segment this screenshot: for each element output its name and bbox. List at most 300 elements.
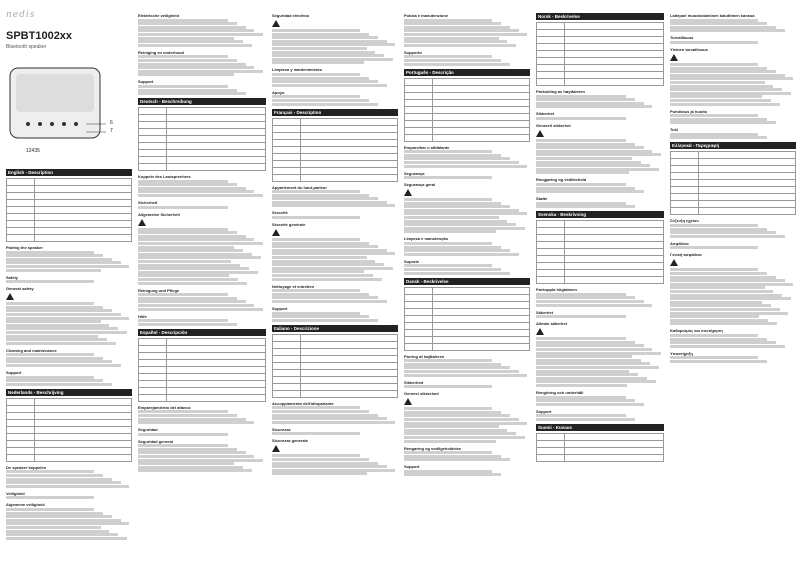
text-line <box>6 353 94 356</box>
column-3 <box>272 10 398 561</box>
spec-row <box>671 208 796 215</box>
text-line <box>138 323 237 326</box>
language-title: Nederlands - Beschrijving <box>6 389 132 396</box>
text-line <box>536 190 644 193</box>
spec-cell <box>166 164 265 171</box>
text-line <box>670 290 773 293</box>
spec-cell <box>698 152 796 159</box>
warning-icon <box>272 20 280 27</box>
language-title: Español - Descripción <box>138 329 266 336</box>
spec-cell <box>405 336 433 343</box>
spec-row <box>139 122 266 129</box>
spec-row <box>671 194 796 201</box>
warning-icon <box>138 219 146 226</box>
spec-cell <box>273 160 301 167</box>
spec-row <box>7 454 132 461</box>
text-line <box>138 264 240 267</box>
text-line <box>6 309 112 312</box>
warning-notice <box>670 54 796 61</box>
spec-cell <box>564 65 663 72</box>
spec-cell <box>300 390 398 397</box>
spec-cell <box>432 343 530 350</box>
spec-cell <box>300 376 398 383</box>
text-line <box>272 421 395 424</box>
section-heading: De speaker koppelen <box>6 464 47 470</box>
text-line <box>272 263 384 266</box>
spec-cell <box>139 143 167 150</box>
spec-cell <box>537 454 565 461</box>
spec-cell <box>34 412 132 419</box>
text-line <box>670 356 758 359</box>
spec-row <box>139 129 266 136</box>
spec-cell <box>300 125 398 132</box>
text-line <box>670 29 785 32</box>
text-line <box>670 360 767 363</box>
text-line <box>670 95 762 98</box>
spec-row <box>273 383 398 390</box>
spec-cell <box>7 412 35 419</box>
spec-table <box>404 287 530 351</box>
spec-cell <box>537 447 565 454</box>
section-heading: Sécurité <box>272 210 288 216</box>
text-line <box>272 33 369 36</box>
text-line <box>404 366 510 369</box>
text-line <box>404 359 492 362</box>
speaker-diagram <box>6 64 132 166</box>
text-line <box>404 19 492 22</box>
spec-cell <box>432 92 530 99</box>
spec-row <box>273 341 398 348</box>
spec-cell <box>7 440 35 447</box>
text-line <box>272 201 387 204</box>
text-line <box>670 319 768 322</box>
text-line <box>138 59 237 62</box>
spec-row <box>273 132 398 139</box>
text-line <box>670 334 758 337</box>
spec-cell <box>537 23 565 30</box>
spec-row <box>537 58 664 65</box>
text-line <box>536 380 656 383</box>
text-line <box>536 300 644 303</box>
spec-row <box>671 180 796 187</box>
spec-cell <box>7 186 35 193</box>
text-line <box>536 168 659 171</box>
text-line <box>138 19 228 22</box>
text-line <box>536 341 635 344</box>
text-line <box>138 433 228 436</box>
text-line <box>536 105 652 108</box>
spec-cell <box>405 99 433 106</box>
text-line <box>6 383 112 386</box>
text-line <box>272 249 387 252</box>
column-6 <box>670 10 796 561</box>
text-line <box>138 66 254 69</box>
text-line <box>6 508 94 511</box>
spec-row <box>139 394 266 401</box>
text-line <box>138 228 228 231</box>
spec-cell <box>273 174 301 181</box>
spec-cell <box>432 301 530 308</box>
spec-table <box>138 107 266 171</box>
spec-cell <box>432 315 530 322</box>
warning-notice <box>670 259 796 266</box>
spec-row <box>7 405 132 412</box>
text-line <box>404 227 525 230</box>
text-line <box>138 462 234 465</box>
text-line <box>272 242 369 245</box>
spec-row <box>139 352 266 359</box>
text-line <box>536 373 638 376</box>
spec-cell <box>432 78 530 85</box>
text-line <box>404 29 519 32</box>
column-4 <box>404 10 530 561</box>
text-line <box>138 206 228 209</box>
text-line <box>272 54 384 57</box>
spec-row <box>139 338 266 345</box>
spec-cell <box>564 440 663 447</box>
spec-row <box>273 118 398 125</box>
spec-cell <box>34 200 132 207</box>
text-line <box>536 205 635 208</box>
text-line <box>536 399 635 402</box>
spec-cell <box>273 376 301 383</box>
text-line <box>272 216 360 219</box>
text-line <box>272 256 367 259</box>
text-line <box>6 522 129 525</box>
text-line <box>536 171 629 174</box>
spec-row <box>537 440 664 447</box>
spec-cell <box>537 65 565 72</box>
spec-row <box>671 173 796 180</box>
spec-cell <box>537 37 565 44</box>
spec-cell <box>7 405 35 412</box>
text-line <box>272 80 378 83</box>
text-line <box>536 161 641 164</box>
text-line <box>404 202 501 205</box>
text-line <box>138 246 234 249</box>
spec-cell <box>300 348 398 355</box>
text-line <box>670 272 767 275</box>
spec-cell <box>537 256 565 263</box>
text-line <box>536 183 626 186</box>
text-line <box>404 242 492 245</box>
text-line <box>536 370 629 373</box>
text-line <box>138 319 228 322</box>
spec-cell <box>405 134 433 141</box>
spec-row <box>273 390 398 397</box>
spec-cell <box>405 294 433 301</box>
text-line <box>670 224 758 227</box>
text-line <box>138 89 237 92</box>
spec-cell <box>34 405 132 412</box>
spec-cell <box>564 221 663 228</box>
text-line <box>138 260 231 263</box>
text-line <box>272 465 387 468</box>
section-heading: Support <box>272 305 288 311</box>
spec-cell <box>34 193 132 200</box>
spec-cell <box>405 315 433 322</box>
text-line <box>404 212 527 215</box>
spec-cell <box>7 235 35 242</box>
spec-cell <box>537 277 565 284</box>
section-heading: General safety <box>6 286 34 292</box>
text-line <box>6 357 103 360</box>
warning-icon <box>404 398 412 405</box>
spec-row <box>405 329 530 336</box>
warning-icon <box>670 259 678 266</box>
warning-notice <box>536 130 664 137</box>
spec-row <box>273 334 398 341</box>
spec-cell <box>432 99 530 106</box>
text-line <box>404 154 501 157</box>
section-heading: Pairing the speaker <box>6 245 43 250</box>
text-line <box>138 194 263 197</box>
spec-cell <box>273 153 301 160</box>
text-line <box>670 41 758 44</box>
spec-row <box>139 387 266 394</box>
warning-icon <box>272 229 280 236</box>
spec-row <box>7 179 132 186</box>
spec-row <box>273 376 398 383</box>
spec-row <box>139 380 266 387</box>
spec-cell <box>34 179 132 186</box>
warning-icon <box>536 328 544 335</box>
spec-row <box>139 115 266 122</box>
column-1 <box>6 10 132 561</box>
text-line <box>272 454 360 457</box>
text-line <box>536 95 626 98</box>
spec-cell <box>166 150 265 157</box>
spec-row <box>405 99 530 106</box>
spec-cell <box>7 419 35 426</box>
spec-row <box>139 164 266 171</box>
section-heading: Καθαρισμός και συντήρηση <box>670 328 723 334</box>
text-line <box>536 187 635 190</box>
spec-cell <box>7 447 35 454</box>
spec-cell <box>564 249 663 256</box>
spec-cell <box>432 287 530 294</box>
spec-cell <box>166 352 265 359</box>
spec-cell <box>537 242 565 249</box>
text-line <box>138 466 243 469</box>
spec-cell <box>139 108 167 115</box>
spec-cell <box>405 120 433 127</box>
spec-cell <box>405 343 433 350</box>
spec-row <box>7 419 132 426</box>
text-line <box>272 245 378 248</box>
text-line <box>404 425 499 428</box>
text-line <box>670 301 762 304</box>
text-line <box>138 469 252 472</box>
spec-row <box>405 308 530 315</box>
text-line <box>536 418 635 421</box>
text-line <box>404 363 501 366</box>
spec-row <box>537 65 664 72</box>
text-line <box>404 205 510 208</box>
text-line <box>138 29 254 32</box>
text-line <box>138 22 237 25</box>
text-line <box>138 180 228 183</box>
spec-cell <box>34 235 132 242</box>
text-line <box>272 278 382 281</box>
warning-notice <box>272 20 398 27</box>
spec-cell <box>405 308 433 315</box>
spec-row <box>273 160 398 167</box>
spec-cell <box>7 207 35 214</box>
spec-cell <box>671 180 699 187</box>
spec-cell <box>139 136 167 143</box>
spec-row <box>537 221 664 228</box>
text-line <box>138 304 254 307</box>
text-line <box>404 59 501 62</box>
callout-6: 6 <box>110 120 113 126</box>
spec-row <box>139 108 266 115</box>
text-line <box>670 81 765 84</box>
spec-cell <box>166 136 265 143</box>
text-line <box>272 238 360 241</box>
spec-table <box>272 334 398 398</box>
spec-cell <box>273 355 301 362</box>
spec-cell <box>34 426 132 433</box>
spec-row <box>273 125 398 132</box>
text-line <box>536 362 650 365</box>
spec-table <box>6 178 132 242</box>
spec-cell <box>273 118 301 125</box>
text-line <box>6 269 101 272</box>
text-line <box>138 308 263 311</box>
language-title: English - Description <box>6 169 132 176</box>
spec-row <box>7 433 132 440</box>
text-line <box>670 63 758 66</box>
text-line <box>138 238 254 241</box>
spec-cell <box>7 221 35 228</box>
spec-cell <box>34 228 132 235</box>
spec-cell <box>139 164 167 171</box>
spec-row <box>537 44 664 51</box>
text-line <box>6 496 94 499</box>
spec-row <box>139 150 266 157</box>
spec-row <box>273 153 398 160</box>
text-line <box>536 384 627 387</box>
spec-cell <box>300 334 398 341</box>
spec-cell <box>7 454 35 461</box>
text-line <box>670 26 776 29</box>
spec-cell <box>432 329 530 336</box>
spec-cell <box>300 139 398 146</box>
text-line <box>536 396 626 399</box>
spec-row <box>537 249 664 256</box>
text-line <box>536 315 626 318</box>
spec-row <box>7 200 132 207</box>
text-line <box>6 302 94 305</box>
spec-cell <box>537 235 565 242</box>
spec-cell <box>300 146 398 153</box>
spec-cell <box>166 394 265 401</box>
spec-cell <box>432 127 530 134</box>
spec-cell <box>537 228 565 235</box>
spec-cell <box>432 308 530 315</box>
text-line <box>536 146 644 149</box>
text-line <box>670 246 758 249</box>
spec-cell <box>405 301 433 308</box>
spec-cell <box>537 221 565 228</box>
spec-cell <box>564 433 663 440</box>
text-line <box>536 337 626 340</box>
section-heading: Safety <box>6 274 19 280</box>
spec-cell <box>405 113 433 120</box>
spec-cell <box>34 221 132 228</box>
section-heading: Sicurezza generale <box>272 438 309 444</box>
spec-cell <box>405 322 433 329</box>
spec-cell <box>671 208 699 215</box>
spec-row <box>405 78 530 85</box>
text-line <box>404 422 527 425</box>
language-title: Français - Description <box>272 109 398 116</box>
text-line <box>138 282 247 285</box>
text-line <box>6 481 121 484</box>
spec-cell <box>166 380 265 387</box>
text-line <box>272 252 395 255</box>
section-heading: Suporte <box>404 258 420 264</box>
spec-cell <box>405 127 433 134</box>
spec-cell <box>273 334 301 341</box>
text-line <box>272 410 369 413</box>
text-line <box>670 294 782 297</box>
spec-cell <box>698 173 796 180</box>
spec-cell <box>564 79 663 86</box>
spec-cell <box>698 159 796 166</box>
text-line <box>272 95 360 98</box>
text-line <box>272 40 387 43</box>
spec-row <box>537 277 664 284</box>
text-line <box>404 161 519 164</box>
text-line <box>670 312 788 315</box>
section-heading: Generel sikkerhed <box>404 391 439 397</box>
spec-cell <box>273 125 301 132</box>
spec-cell <box>7 179 35 186</box>
text-line <box>6 342 116 345</box>
text-line <box>272 260 375 263</box>
spec-cell <box>273 132 301 139</box>
spec-cell <box>166 129 265 136</box>
text-line <box>670 92 791 95</box>
spec-cell <box>273 167 301 174</box>
text-line <box>272 84 387 87</box>
warning-notice <box>272 229 398 236</box>
text-line <box>6 537 127 540</box>
section-heading: Parkobling av høyttaleren <box>536 89 585 94</box>
spec-cell <box>671 166 699 173</box>
spec-cell <box>300 174 398 181</box>
spec-cell <box>537 270 565 277</box>
text-line <box>536 102 644 105</box>
spec-row <box>405 106 530 113</box>
spec-row <box>273 362 398 369</box>
spec-cell <box>273 139 301 146</box>
spec-cell <box>7 193 35 200</box>
spec-row <box>7 207 132 214</box>
spec-cell <box>564 270 663 277</box>
text-line <box>670 231 776 234</box>
text-line <box>6 261 121 264</box>
spec-cell <box>300 167 398 174</box>
text-line <box>404 451 492 454</box>
spec-row <box>405 294 530 301</box>
text-line <box>404 458 510 461</box>
text-line <box>6 379 103 382</box>
spec-table <box>670 151 796 215</box>
text-line <box>138 274 229 277</box>
